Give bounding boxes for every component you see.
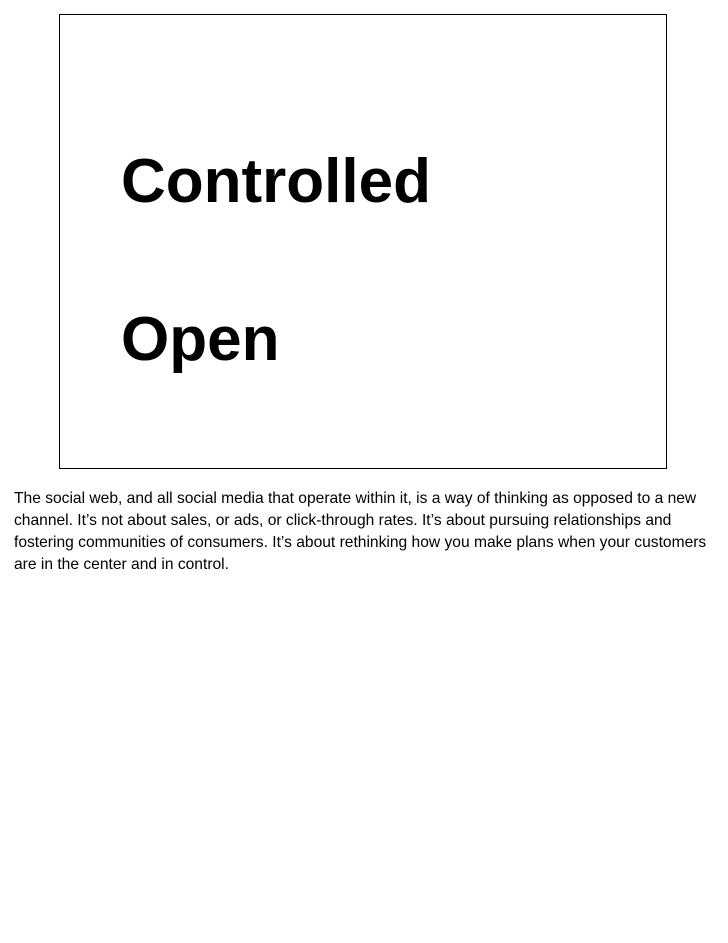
speaker-notes: The social web, and all social media that operate within it, is a way of thinking as opposed to a new channel. It’s not about sales, or ads, or click-through rates. It’s about pursuing relationships and fostering communities of consumers. It’s about rethinking how you make plans when your customers are in the center and in control. bbox=[14, 490, 707, 573]
slide-heading-controlled: Controlled bbox=[121, 147, 431, 216]
slide-heading-open: Open bbox=[121, 305, 280, 374]
slide-frame bbox=[59, 14, 667, 469]
